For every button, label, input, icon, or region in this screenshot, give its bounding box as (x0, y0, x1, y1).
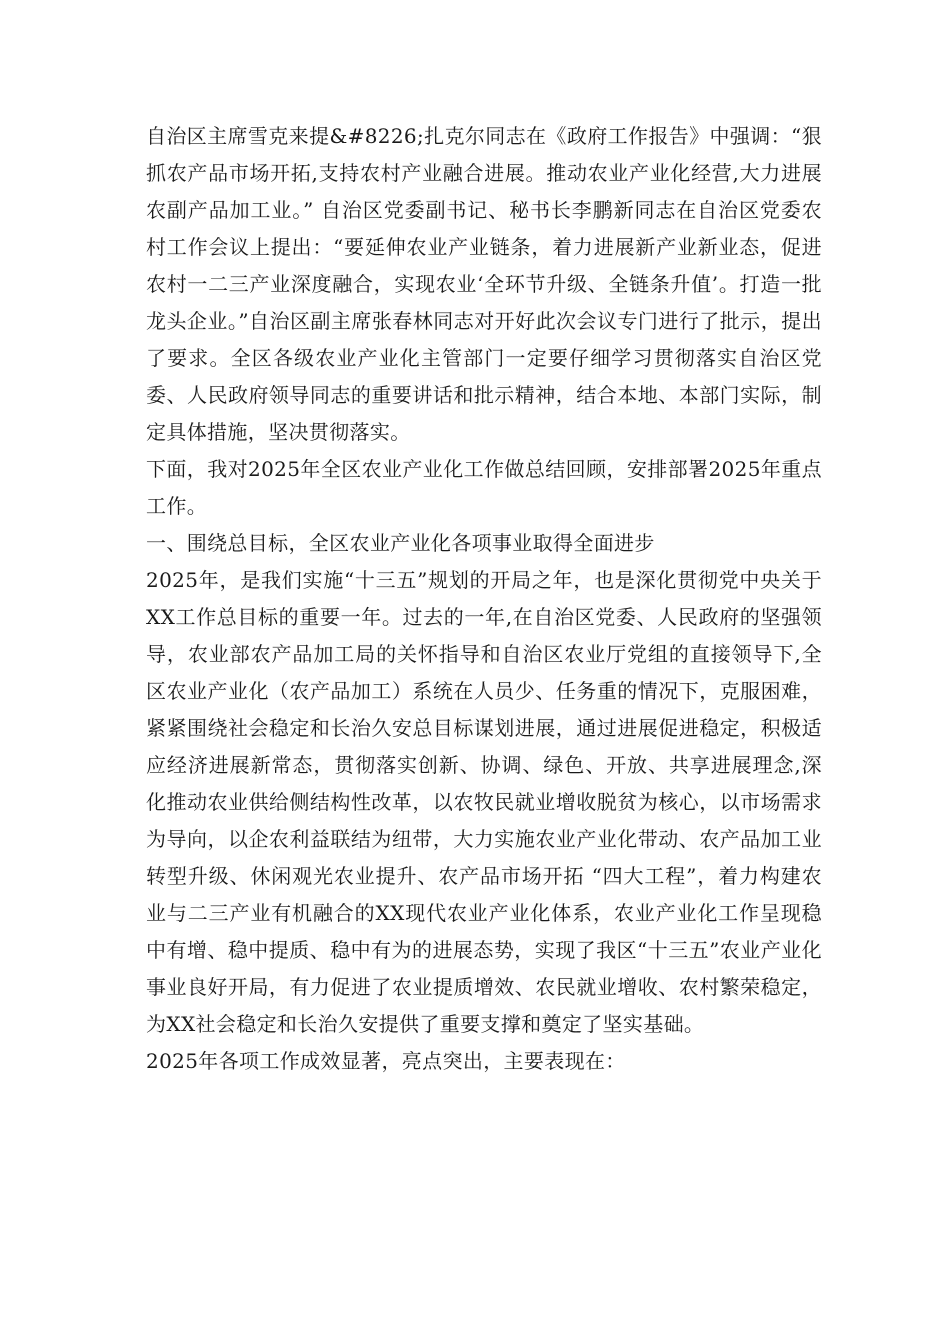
paragraph-achievements-lead: 2025年各项工作成效显著，亮点突出，主要表现在： (146, 1049, 626, 1073)
document-body (146, 118, 822, 1080)
paragraph-2025-review: 2025年，是我们实施“十三五”规划的开局之年，也是深化贯彻党中央关于XX工作总目标的重要一年。过去的一年,在自治区党委、人民政府的坚强领导，农业部农产品加工局的关怀指导和自治区农业厅党组的直接领导下,全区农业产业化（农产品加工）系统在人员少、任务重的情况下，克服困难，紧紧围绕社会稳定和长治久安总目标谋划进展，通过进展促进稳定，积极适应经济进展新常态，贯彻落实创新、协调、绿色、开放、共享进展理念,深化推动农业供给侧结构性改革，以农牧民就业增收脱贫为核心，以市场需求为导向，以企农利益联结为纽带，大力实施农业产业化带动、农产品加工业转型升级、休闲观光农业提升、农产品市场开拓 “四大工程”，着力构建农业与二三产业有机融合的XX现代农业产业化体系，农业产业化工作呈现稳中有增、稳中提质、稳中有为的进展态势，实现了我区“十三五”农业产业化事业良好开局，有力促进了农业提质增效、农民就业增收、农村繁荣稳定，为XX社会稳定和长治久安提供了重要支撑和奠定了坚实基础。 (146, 568, 822, 1036)
paragraph-introduction: 下面，我对2025年全区农业产业化工作做总结回顾，安排部署2025年重点工作。 (146, 457, 822, 518)
paragraph-leadership-remarks: 自治区主席雪克来提&#8226;扎克尔同志在《政府工作报告》中强调：“狠抓农产品市场开拓,支持农村产业融合进展。推动农业产业化经营,大力进展农副产品加工业。” 自治区党委副书记、秘书长李鹏新同志在自治区党委农村工作会议上提出：“要延伸农业产业链条，着力进展新产业新业态，促进农村一二三产业深度融合，实现农业‘全环节升级、全链条升值’。打造一批龙头企业。”自治区副主席张春林同志对开好此次会议专门进行了批示，提出了要求。全区各级农业产业化主管部门一定要仔细学习贯彻落实自治区党委、人民政府领导同志的重要讲话和批示精神，结合本地、本部门实际，制定具体措施，坚决贯彻落实。 (146, 124, 822, 444)
section-heading-1: 一、围绕总目标，全区农业产业化各项事业取得全面进步 (146, 531, 655, 555)
